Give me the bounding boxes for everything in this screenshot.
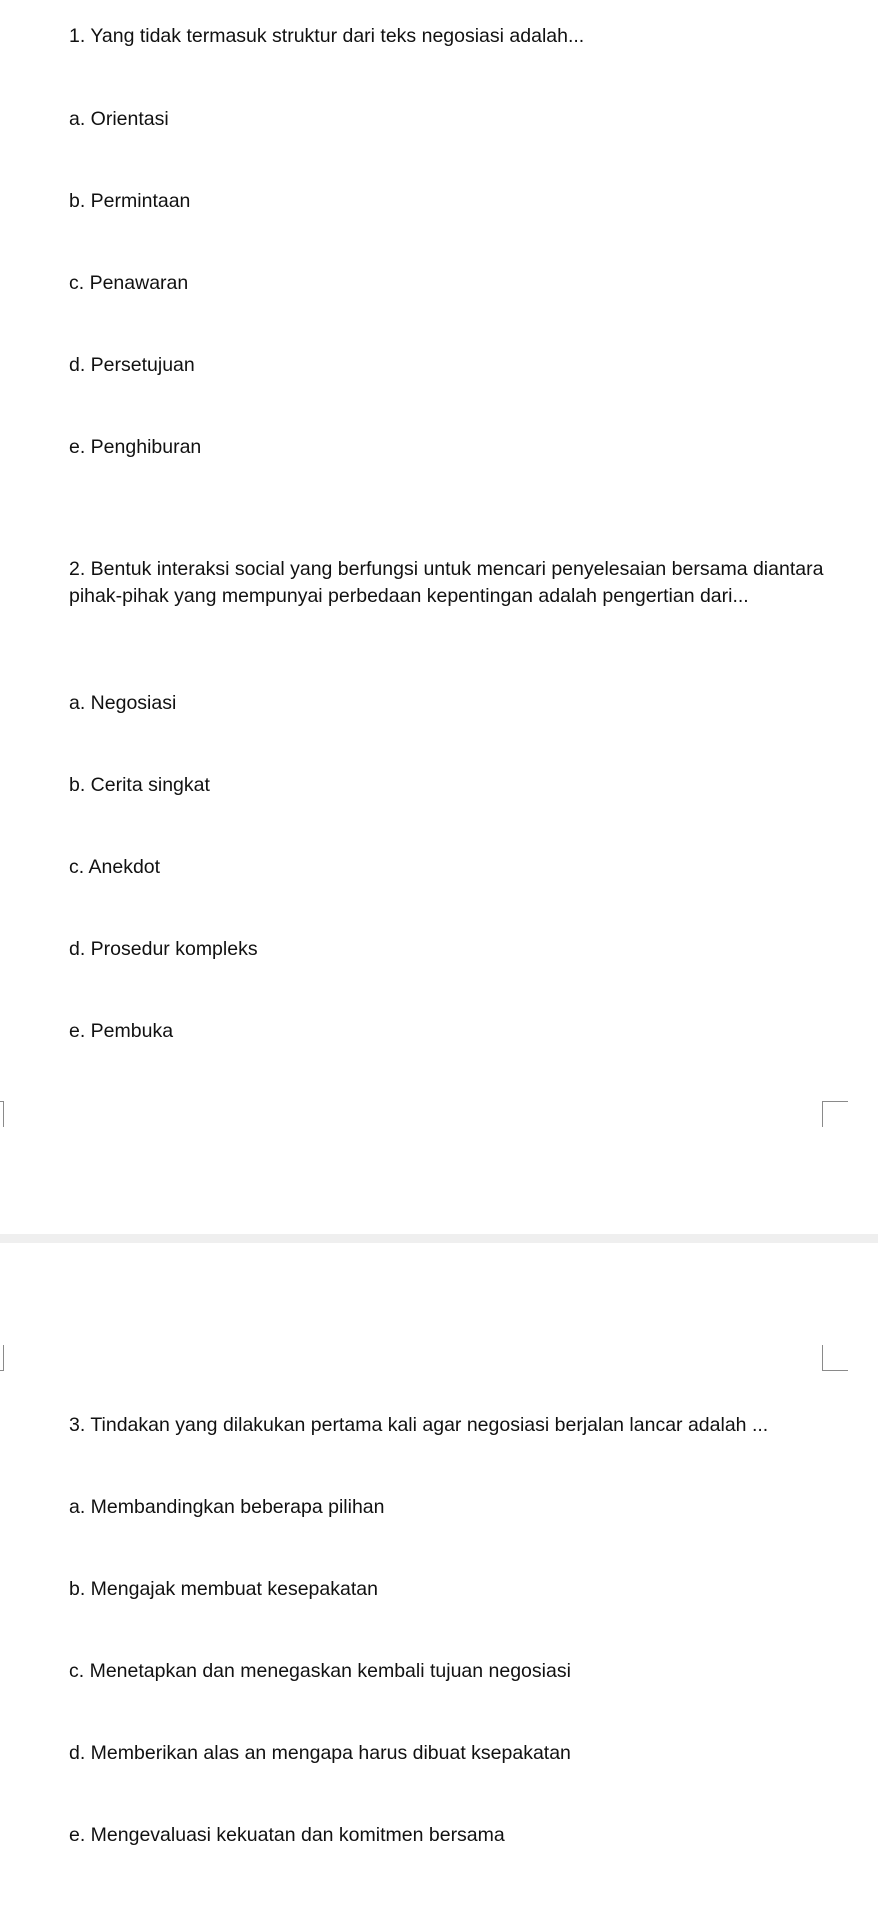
question-2-option-a: a. Negosiasi [69, 692, 177, 714]
page-corner-mark [822, 1101, 848, 1127]
question-2-option-e: e. Pembuka [69, 1020, 174, 1042]
question-3-option-d: d. Memberikan alas an mengapa harus dibuat ksepakatan [69, 1742, 571, 1764]
question-2-text: 2. Bentuk interaksi social yang berfungsi untuk mencari penyelesaian bersama diantara pihak-pihak yang mempunyai perbedaan kepentingan adalah pengertian dari... [69, 558, 824, 607]
question-1-option-e: e. Penghiburan [69, 436, 202, 458]
question-3-text: 3. Tindakan yang dilakukan pertama kali agar negosiasi berjalan lancar adalah ... [69, 1414, 769, 1436]
question-3-option-a: a. Membandingkan beberapa pilihan [69, 1496, 385, 1518]
question-1-text: 1. Yang tidak termasuk struktur dari teks negosiasi adalah... [69, 25, 585, 47]
page-corner-mark [0, 1345, 4, 1371]
question-2-option-d: d. Prosedur kompleks [69, 938, 258, 960]
question-1-option-d: d. Persetujuan [69, 354, 195, 376]
question-2-option-b: b. Cerita singkat [69, 774, 210, 796]
question-3-option-c: c. Menetapkan dan menegaskan kembali tujuan negosiasi [69, 1660, 571, 1682]
question-3-option-e: e. Mengevaluasi kekuatan dan komitmen bersama [69, 1824, 505, 1846]
question-2-option-c: c. Anekdot [69, 856, 161, 878]
question-1-option-c: c. Penawaran [69, 272, 189, 294]
page-corner-mark [0, 1101, 4, 1127]
question-1-option-b: b. Permintaan [69, 190, 191, 212]
question-1-option-a: a. Orientasi [69, 108, 169, 130]
page-corner-mark [822, 1345, 848, 1371]
question-3-option-b: b. Mengajak membuat kesepakatan [69, 1578, 378, 1600]
page-separator [0, 1234, 878, 1243]
